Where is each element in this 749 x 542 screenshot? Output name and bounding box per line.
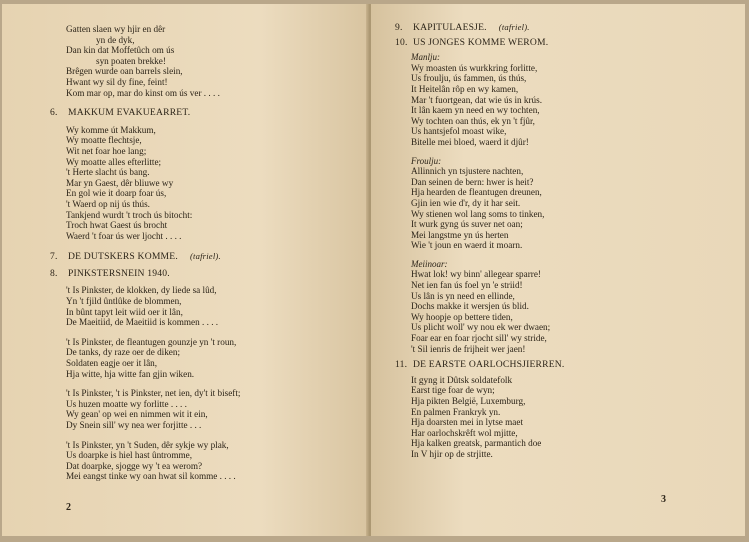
verse-line: Allinnich yn tsjustere nachten, (411, 166, 524, 177)
verse-line: Wy tochten oan thús, ek yn 't fjûr, (411, 115, 535, 126)
section-title: DE EARSTE OARLOCHSJIERREN. (413, 359, 565, 371)
section-9-heading (395, 22, 711, 34)
section-number: 9. (395, 22, 403, 33)
verse-line: 't Is Pinkster, de fleantugen gounzje yn 't roun, (66, 336, 237, 347)
verse-line: Mei langstme yn ús herten (411, 229, 509, 240)
verse-line: 't Herte slacht ús bang. (66, 167, 150, 178)
verse-line: Mei eangst tinke wy oan hwat sil komme . . . . (66, 471, 236, 482)
section-number: 7. (50, 251, 58, 263)
verse-line: Hja witte, hja witte fan gjin wiken. (66, 368, 195, 379)
verse-line: Bitelle mei bloed, waerd it djûr! (411, 136, 529, 147)
section-title: DE DUTSKERS KOMME. (68, 251, 178, 263)
verse-line: Hja doarsten mei in lytse maet (411, 417, 524, 428)
verse-line: Wie 't joun en waerd it moarn. (411, 240, 523, 251)
speaker-label: Meiinoar: (411, 258, 448, 269)
verse-line: Mar yn Gaest, dêr bliuwe wy (66, 177, 174, 188)
verse-line: In bûnt tapyt leit wiid oer it lân, (66, 306, 183, 317)
verse-line: Hja kalken greatsk, parmantich doe (411, 438, 542, 449)
verse-line: De tanks, dy raze oer de diken; (66, 347, 181, 358)
right-column (395, 22, 711, 460)
verse-line: Kom mar op, mar do kinst om ús ver . . . . (66, 87, 220, 98)
verse-line: De Maeitiid, de Maeitiid is kommen . . . . (66, 317, 219, 328)
section-number: 8. (50, 267, 58, 279)
section-number: 11. (395, 359, 408, 371)
verse-line: Dy Snein sill' wy nea wer forjitte . . . (66, 420, 202, 430)
verse-line: Dat doarpke, sjogge wy 't ea werom? (66, 460, 203, 471)
verse-line: Us huzen moatte wy forlitte . . . . (66, 398, 187, 409)
verse-line: It wurk gyng ús suver net oan; (411, 219, 523, 230)
section-11-heading (395, 360, 711, 371)
verse-line: Waerd 't foar ús wer ljocht . . . . (66, 230, 182, 241)
verse-line: Hja pikten België, Luxemburg, (411, 396, 526, 406)
page-number: 2 (66, 502, 71, 513)
verse-line: Wy stienen wol lang soms to tinken, (411, 208, 545, 219)
section-7-heading (50, 251, 346, 263)
section-10-heading (395, 38, 711, 49)
verse-line: 't Sil ienris de frijheit wer jaen! (411, 343, 526, 354)
verse-line: Hwat lok! wy binn' allegear sparre! (411, 269, 541, 280)
verse-line: Us lân is yn need en ellinde, (411, 290, 515, 301)
verse-line: Net ien fan ús foel yn 'e striid! (411, 280, 523, 291)
verse-line: Wy moasten ús wurkkring forlitte, (411, 62, 538, 73)
section-note: (tafriel). (189, 251, 221, 262)
section-8-verse (66, 285, 346, 482)
verse-line: Dochs makke it wersjen ús blid. (411, 301, 529, 312)
section-number: 6. (50, 107, 58, 119)
section-6-verse (66, 125, 346, 242)
verse-line: Wy komme út Makkum, (66, 124, 156, 135)
section-6-heading (50, 108, 346, 119)
verse-line: It Heitelân rôp en wy kamen, (411, 83, 519, 94)
verse-line: Foar ear en foar rjocht sill' wy stride, (411, 333, 547, 344)
speaker-label: Manlju: (411, 52, 440, 63)
verse-line: 't Waerd op nij ús thús. (66, 198, 150, 209)
section-11-verse (411, 375, 711, 460)
verse-line: Us plicht woll' wy nou ek wer dwaen; (411, 322, 551, 333)
verse-line: 't Is Pinkster, de klokken, dy liede sa lûd, (66, 285, 217, 296)
verse-line: Gatten slaen wy hjir en dêr (66, 24, 166, 34)
verse-line: Brêgen wurde oan barrels slein, (66, 66, 183, 77)
section-number: 10. (395, 36, 408, 48)
verse-line: Hwant wy sil dy fine, feint! (66, 76, 168, 87)
verse-line: Soldaten eagje oer it lân, (66, 358, 158, 369)
verse-line: Wy moatte flechtsje, (66, 135, 142, 146)
left-page (2, 4, 370, 536)
intro-stanza (66, 24, 346, 98)
verse-line: It lân kaem yn need en wy tochten, (411, 105, 540, 116)
verse-line: Us froulju, ús fammen, ús thús, (411, 73, 527, 84)
section-10-verse (411, 52, 711, 354)
verse-line: En gol wie it doarp foar ús, (66, 188, 167, 199)
section-title: KAPITULAESJE. (413, 22, 487, 33)
verse-line: Wy hoopje op bettere tiden, (411, 311, 513, 322)
verse-line: Har oarlochskrêft wol mjitte, (411, 427, 518, 438)
page-number: 3 (661, 494, 666, 505)
verse-line: Hja hearden de fleantugen dreunen, (411, 187, 542, 198)
section-title: MAKKUM EVAKUEARRET. (68, 107, 191, 119)
verse-line: syn poaten brekke! (96, 55, 166, 66)
section-note: (tafriel). (498, 22, 530, 32)
verse-line: Troch hwat Gaest ús brocht (66, 220, 168, 231)
section-title: PINKSTERSNEIN 1940. (68, 267, 170, 279)
verse-line: Mar 't fuortgean, dat wie ús in krús. (411, 94, 543, 105)
verse-line: 't Is Pinkster, 't is Pinkster, net ien, dy't it biseft; (66, 388, 241, 399)
verse-line: Gjin ien wie d'r, dy it har seit. (411, 197, 521, 208)
verse-line: It gyng it Dûtsk soldatefolk (411, 374, 513, 385)
verse-line: In V hjir op de strjitte. (411, 448, 493, 459)
section-title: US JONGES KOMME WEROM. (413, 36, 549, 48)
right-page (371, 4, 745, 536)
verse-line: Tankjend wurdt 't troch ús bitocht: (66, 209, 193, 220)
verse-line: Yn 't fjild ûntlûke de blommen, (66, 296, 182, 307)
verse-line: 't Is Pinkster, yn 't Suden, dêr sykje wy plak, (66, 439, 229, 450)
verse-line: Dan seinen de bern: hwer is heit? (411, 176, 534, 187)
speaker-label: Froulju: (411, 155, 442, 166)
verse-line: yn de dyk, (96, 34, 135, 45)
section-8-heading (50, 269, 346, 280)
verse-line: Wit net foar hoe lang; (66, 145, 147, 156)
left-column (50, 24, 346, 482)
verse-line: Dan kin dat Moffetûch om ús (66, 45, 175, 56)
verse-line: En palmen Frankryk yn. (411, 406, 501, 417)
verse-line: Wy gean' op wei en nimmen wit it ein, (66, 409, 208, 420)
verse-line: Us hantsjefol moast wike, (411, 126, 507, 137)
verse-line: Earst tige foar de wyn; (411, 385, 495, 396)
verse-line: Us doarpke is hiel hast ûntromme, (66, 450, 193, 461)
verse-line: Wy moatte alles efterlitte; (66, 156, 162, 167)
